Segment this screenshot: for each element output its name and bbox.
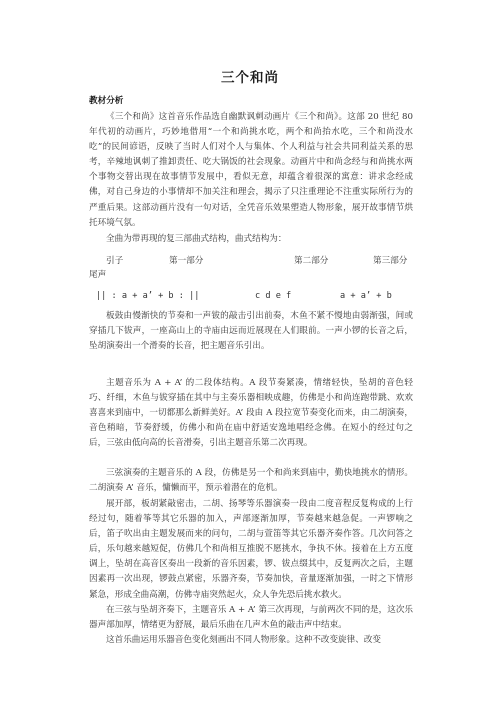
paragraph-form-intro: 全曲为带再现的复三部曲式结构，曲式结构为： [106,234,287,244]
paragraph-intro: 《三个和尚》这首音乐作品选自幽默讽刺动画片《三个和尚》。这部 20 世纪 80 年代初的动画片，巧妙地借用“一个和尚挑水吃，两个和尚抬水吃，三个和尚没水吃”的民间谚语，反映了当时人们对个人与集体、个人利益与社会共同利益关系的思考，辛辣地讽刺了推卸责任、吃大锅饭的社会现象。动画片中和尚念经与和尚挑水两个事物交替出现在故事情节发展中，看似无意，却蕴含着很深的寓意：讲求念经成佛，对自己身边的小事情却不加关注和理会，揭示了只注重理论不注重实际所行为的严重后果。这部动画片没有一句对话，全凭音乐效果塑造人物形象，展开故事情节烘托环境气氛。 [89,112,413,228]
paragraph-sanxian: 三弦演奏的主题音乐的 A 段，仿佛是另一个和尚来到庙中，勤快地挑水的情形。二胡演奏 A’ 音乐，慵懒而平，预示着潜在的危机。 [89,468,413,494]
form-label-part3: 第三部分 [373,256,408,266]
paragraph-recap: 在三弦与坠胡齐奏下，主题音乐 A + A’ 第三次再现，与前两次不同的是，这次乐器声部加厚，情绪更为舒展，最后乐曲在几声木鱼的敲击声中结束。 [89,605,414,631]
form-notation-part2: c d e f [255,291,292,301]
form-notation-part3: a + a’ + b [340,291,392,301]
paragraph-prelude: 板鼓由慢渐快的节奏和一声钹的敲击引出前奏，木鱼不紧不慢地由弱渐强，间或穿插几下钹声，一座高山上的寺庙由远而近展现在人们眼前。一声小锣的长音之后，坠胡演奏出一个滑奏的长音，把主题音乐引出。 [89,311,413,352]
section-heading: 教材分析 [89,96,124,106]
form-label-part2: 第二部分 [294,256,329,266]
form-label-part1: 第一部分 [169,256,204,266]
form-notation-part1: || : a + a’ + b : || [96,291,200,301]
paragraph-timbre: 这首乐曲运用乐器音色变化刻画出不同人物形象。这种不改变旋律、改变 [106,635,382,645]
form-label-coda: 尾声 [89,270,107,280]
form-label-intro: 引子 [106,256,124,266]
paragraph-development: 展开部，板胡紧敲密击，二胡、扬琴等乐器演奏一段由二度音程反复构成的上行经过句，随着筝等其它乐器的加入，声部逐渐加厚，节奏越来越急促。一声锣响之后，笛子吹出由主题发展而来的问句，二胡与萱笛等其它乐器齐奏作答。几次问答之后，乐句越来越短促，仿佛几个和尚相互推脱不愿挑水，争执不休。接着在上方五度调上，坠胡在高音区奏出一段新的音乐因素，锣、钹点缀其中，反复两次之后，主题因素再一次出现，锣鼓点紧密，乐器齐奏，节奏加快，音量逐渐加强，一时之下情形紧急，形成全曲高潮，仿佛寺庙突然起火，众人争先恐后挑水救火。 [89,499,413,600]
paragraph-theme: 主题音乐为 A + A’ 的二段体结构。A 段节奏紧凑，情绪轻快，坠胡的音色轻巧、纤细，木鱼与钹穿插在其中与主奏乐器相映成趣，仿佛是小和尚连跑带跳、欢欢喜喜来到庙中，一切都那么新鲜美好。A’ 段由 A 段拉宽节奏变化而来，由二胡演奏，音色稍暗，节奏舒缓，仿佛小和尚在庙中舒适安逸地唱经念佛。在短小的经过句之后，三弦由低向高的长音滑奏，引出主题音乐第二次再现。 [89,378,413,449]
document-title: 三个和尚 [221,70,279,86]
